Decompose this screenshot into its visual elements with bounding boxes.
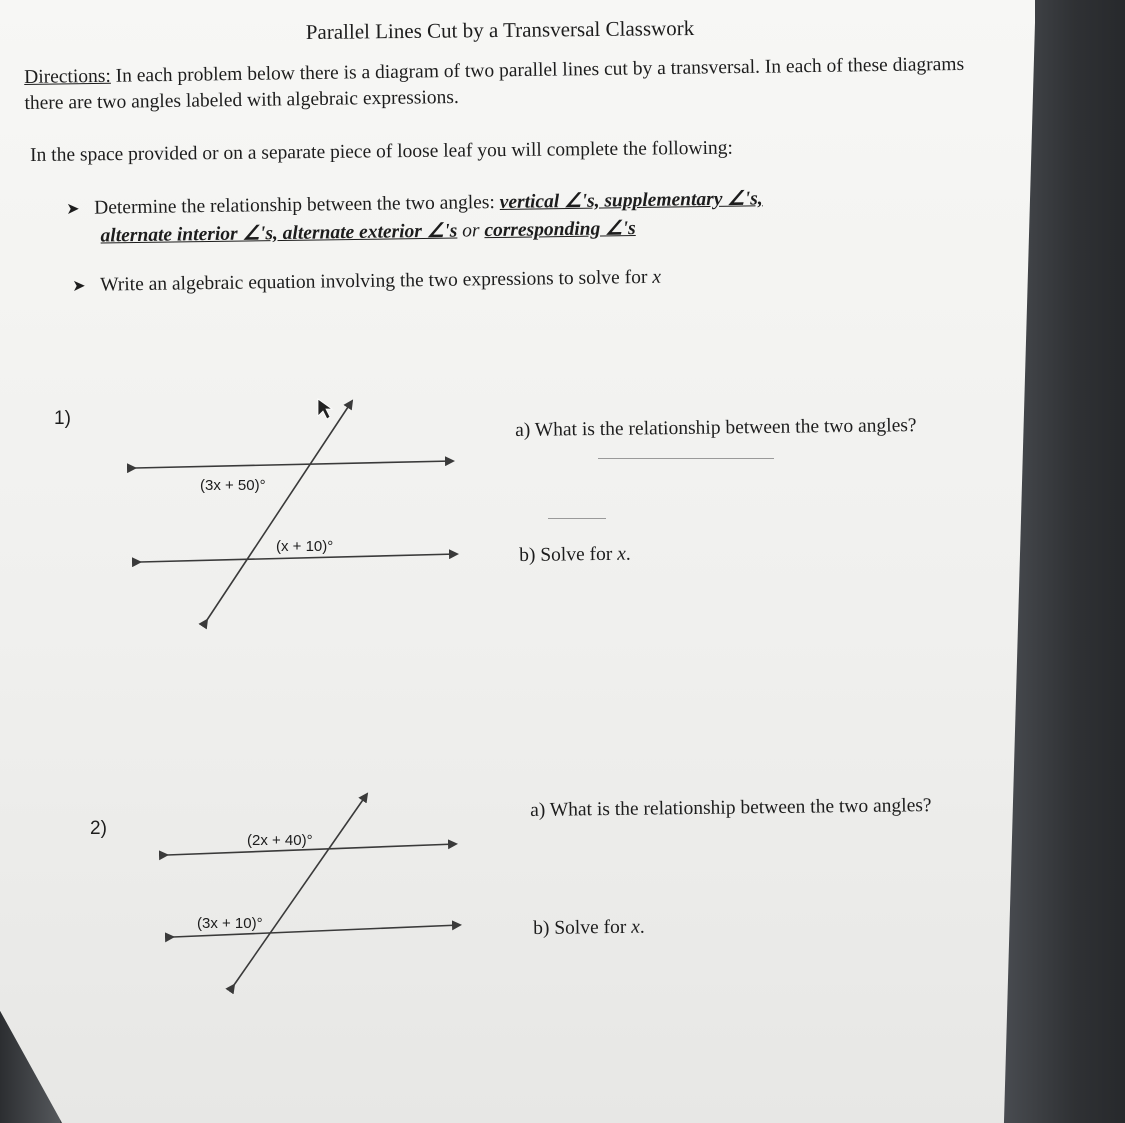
problem-1-question-b-prefix: b) Solve for: [519, 543, 618, 566]
bullet2-variable: x: [652, 266, 662, 288]
problem-2-number: 2): [90, 818, 107, 839]
diagram-1: [135, 399, 457, 620]
diagram-1-transversal: [207, 401, 352, 620]
worksheet-title: Parallel Lines Cut by a Transversal Classwork: [305, 15, 695, 45]
problem-1-question-a: a) What is the relationship between the two angles?: [515, 415, 917, 441]
relationship-terms-corresponding: corresponding ∠'s: [484, 218, 636, 242]
problem-2-question-a: a) What is the relationship between the two angles?: [530, 795, 932, 821]
diagram-1-angle-label-top: (3x + 50)°: [200, 477, 266, 494]
problem-1-variable: x: [617, 543, 626, 565]
bullet2-text: Write an algebraic equation involving the two expressions to solve for: [100, 266, 653, 296]
relationship-or: or: [457, 220, 485, 242]
intro-text: In the space provided or on a separate piece of loose leaf you will complete the following:: [30, 137, 734, 166]
bullet1-prefix: Determine the relationship between the two angles:: [94, 191, 500, 219]
diagram-1-angle-label-bottom: (x + 10)°: [276, 538, 334, 555]
problem-2-variable: x: [631, 916, 640, 938]
bullet-arrow-icon: ➤: [72, 277, 86, 295]
diagram-2-angle-label-top: (2x + 40)°: [247, 832, 313, 849]
diagram-2-transversal: [234, 794, 367, 985]
relationship-terms-line2: alternate interior ∠'s, alternate exterior ∠'s: [100, 220, 458, 247]
problem-1-question-b-suffix: .: [625, 543, 631, 565]
diagram-1-parallel-line-bottom: [140, 554, 457, 562]
diagram-1-parallel-line-top: [135, 461, 453, 468]
directions-label: Directions:: [24, 65, 111, 88]
problem-2-question-b-prefix: b) Solve for: [533, 916, 632, 939]
diagram-2-angle-label-bottom: (3x + 10)°: [197, 915, 263, 932]
directions-text: In each problem below there is a diagram of two parallel lines cut by a transversal. In each of these diagrams there are two angles labeled with algebraic expressions.: [24, 53, 965, 114]
diagram-2: [167, 794, 460, 985]
problem-1-number: 1): [54, 408, 71, 429]
mouse-cursor-icon: [318, 399, 332, 419]
bullet-arrow-icon: ➤: [66, 200, 80, 218]
relationship-terms-line1: vertical ∠'s, supplementary ∠'s,: [499, 188, 763, 213]
problem-2-question-b-suffix: .: [639, 916, 645, 938]
